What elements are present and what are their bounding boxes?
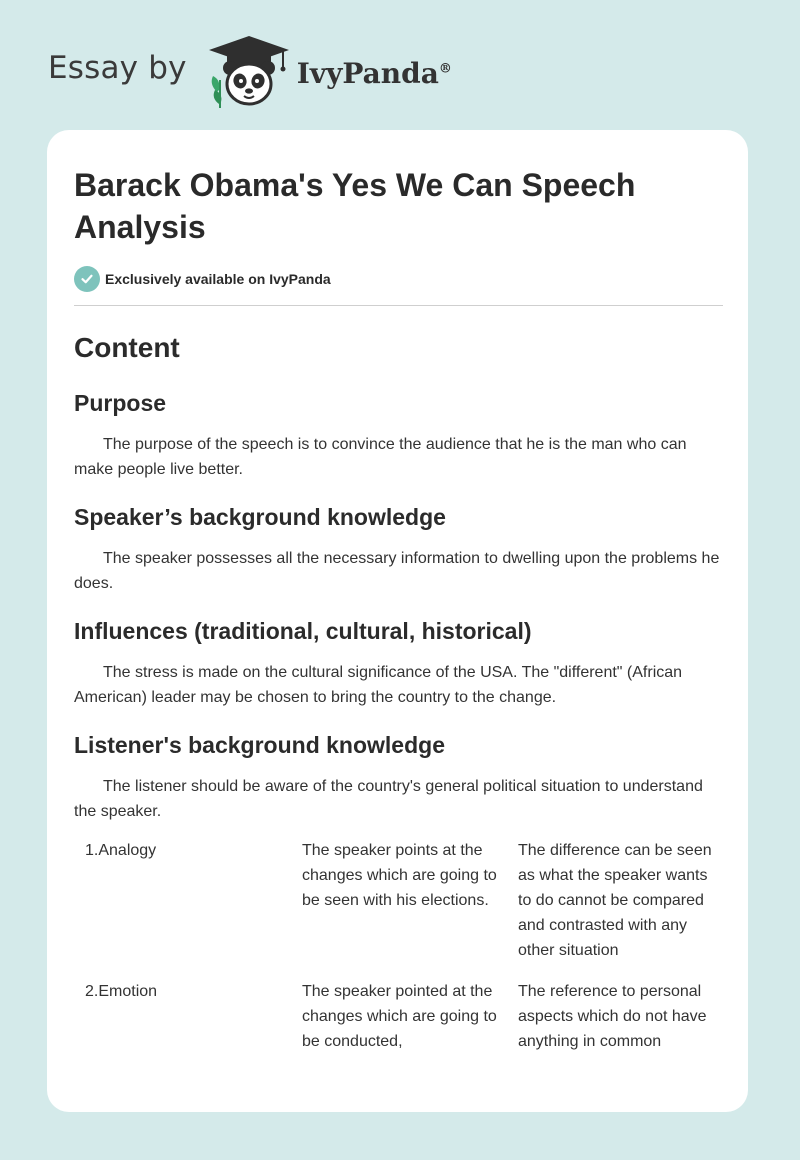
section-heading: Purpose [74,390,167,416]
table-row [74,838,723,963]
essay-title: Barack Obama's Yes We Can Speech Analysis [74,167,636,245]
section-paragraph: The purpose of the speech is to convince the audience that he is the man who can make people live better. [74,436,687,478]
table-cell: 1.Analogy [85,842,157,859]
registered-mark: ® [438,61,452,77]
badge-text: Exclusively available on IvyPanda [105,271,331,287]
section-heading: Listener's background knowledge [74,732,445,758]
table-cell: 2.Emotion [85,983,158,1000]
check-icon [74,266,100,292]
divider [74,305,723,306]
section-paragraph: The stress is made on the cultural significance of the USA. The "different" (African American) leader may be chosen to bring the country to the change. [74,664,683,706]
section-listener-knowledge [74,730,723,824]
section-heading: Influences (traditional, cultural, historical) [74,618,532,644]
essay-content [74,164,723,1070]
content-heading: Content [74,332,180,363]
essay-card [47,130,748,1112]
section-paragraph: The speaker possesses all the necessary information to dwelling upon the problems he does. [74,550,720,592]
section-purpose [74,388,723,482]
table-row [74,979,723,1054]
panda-logo-icon [203,34,295,110]
brand-name: IvyPanda® [296,56,452,90]
table-cell: The speaker pointed at the changes which are going to be conducted, [302,983,497,1050]
table-cell: The difference can be seen as what the speaker wants to do cannot be compared and contrasted with any other situation [518,842,712,959]
section-heading: Speaker’s background knowledge [74,504,446,530]
table-cell: The speaker points at the changes which are going to be seen with his elections. [302,842,497,909]
table-cell: The reference to personal aspects which do not have anything in common [518,983,707,1050]
section-speaker-knowledge [74,502,723,596]
analysis-table [74,838,723,1054]
exclusive-badge [74,266,723,292]
brand-prefix: Essay by [48,50,187,86]
section-influences [74,616,723,710]
section-paragraph: The listener should be aware of the country's general political situation to understand the speaker. [74,778,703,820]
brand-header[interactable] [48,34,452,110]
